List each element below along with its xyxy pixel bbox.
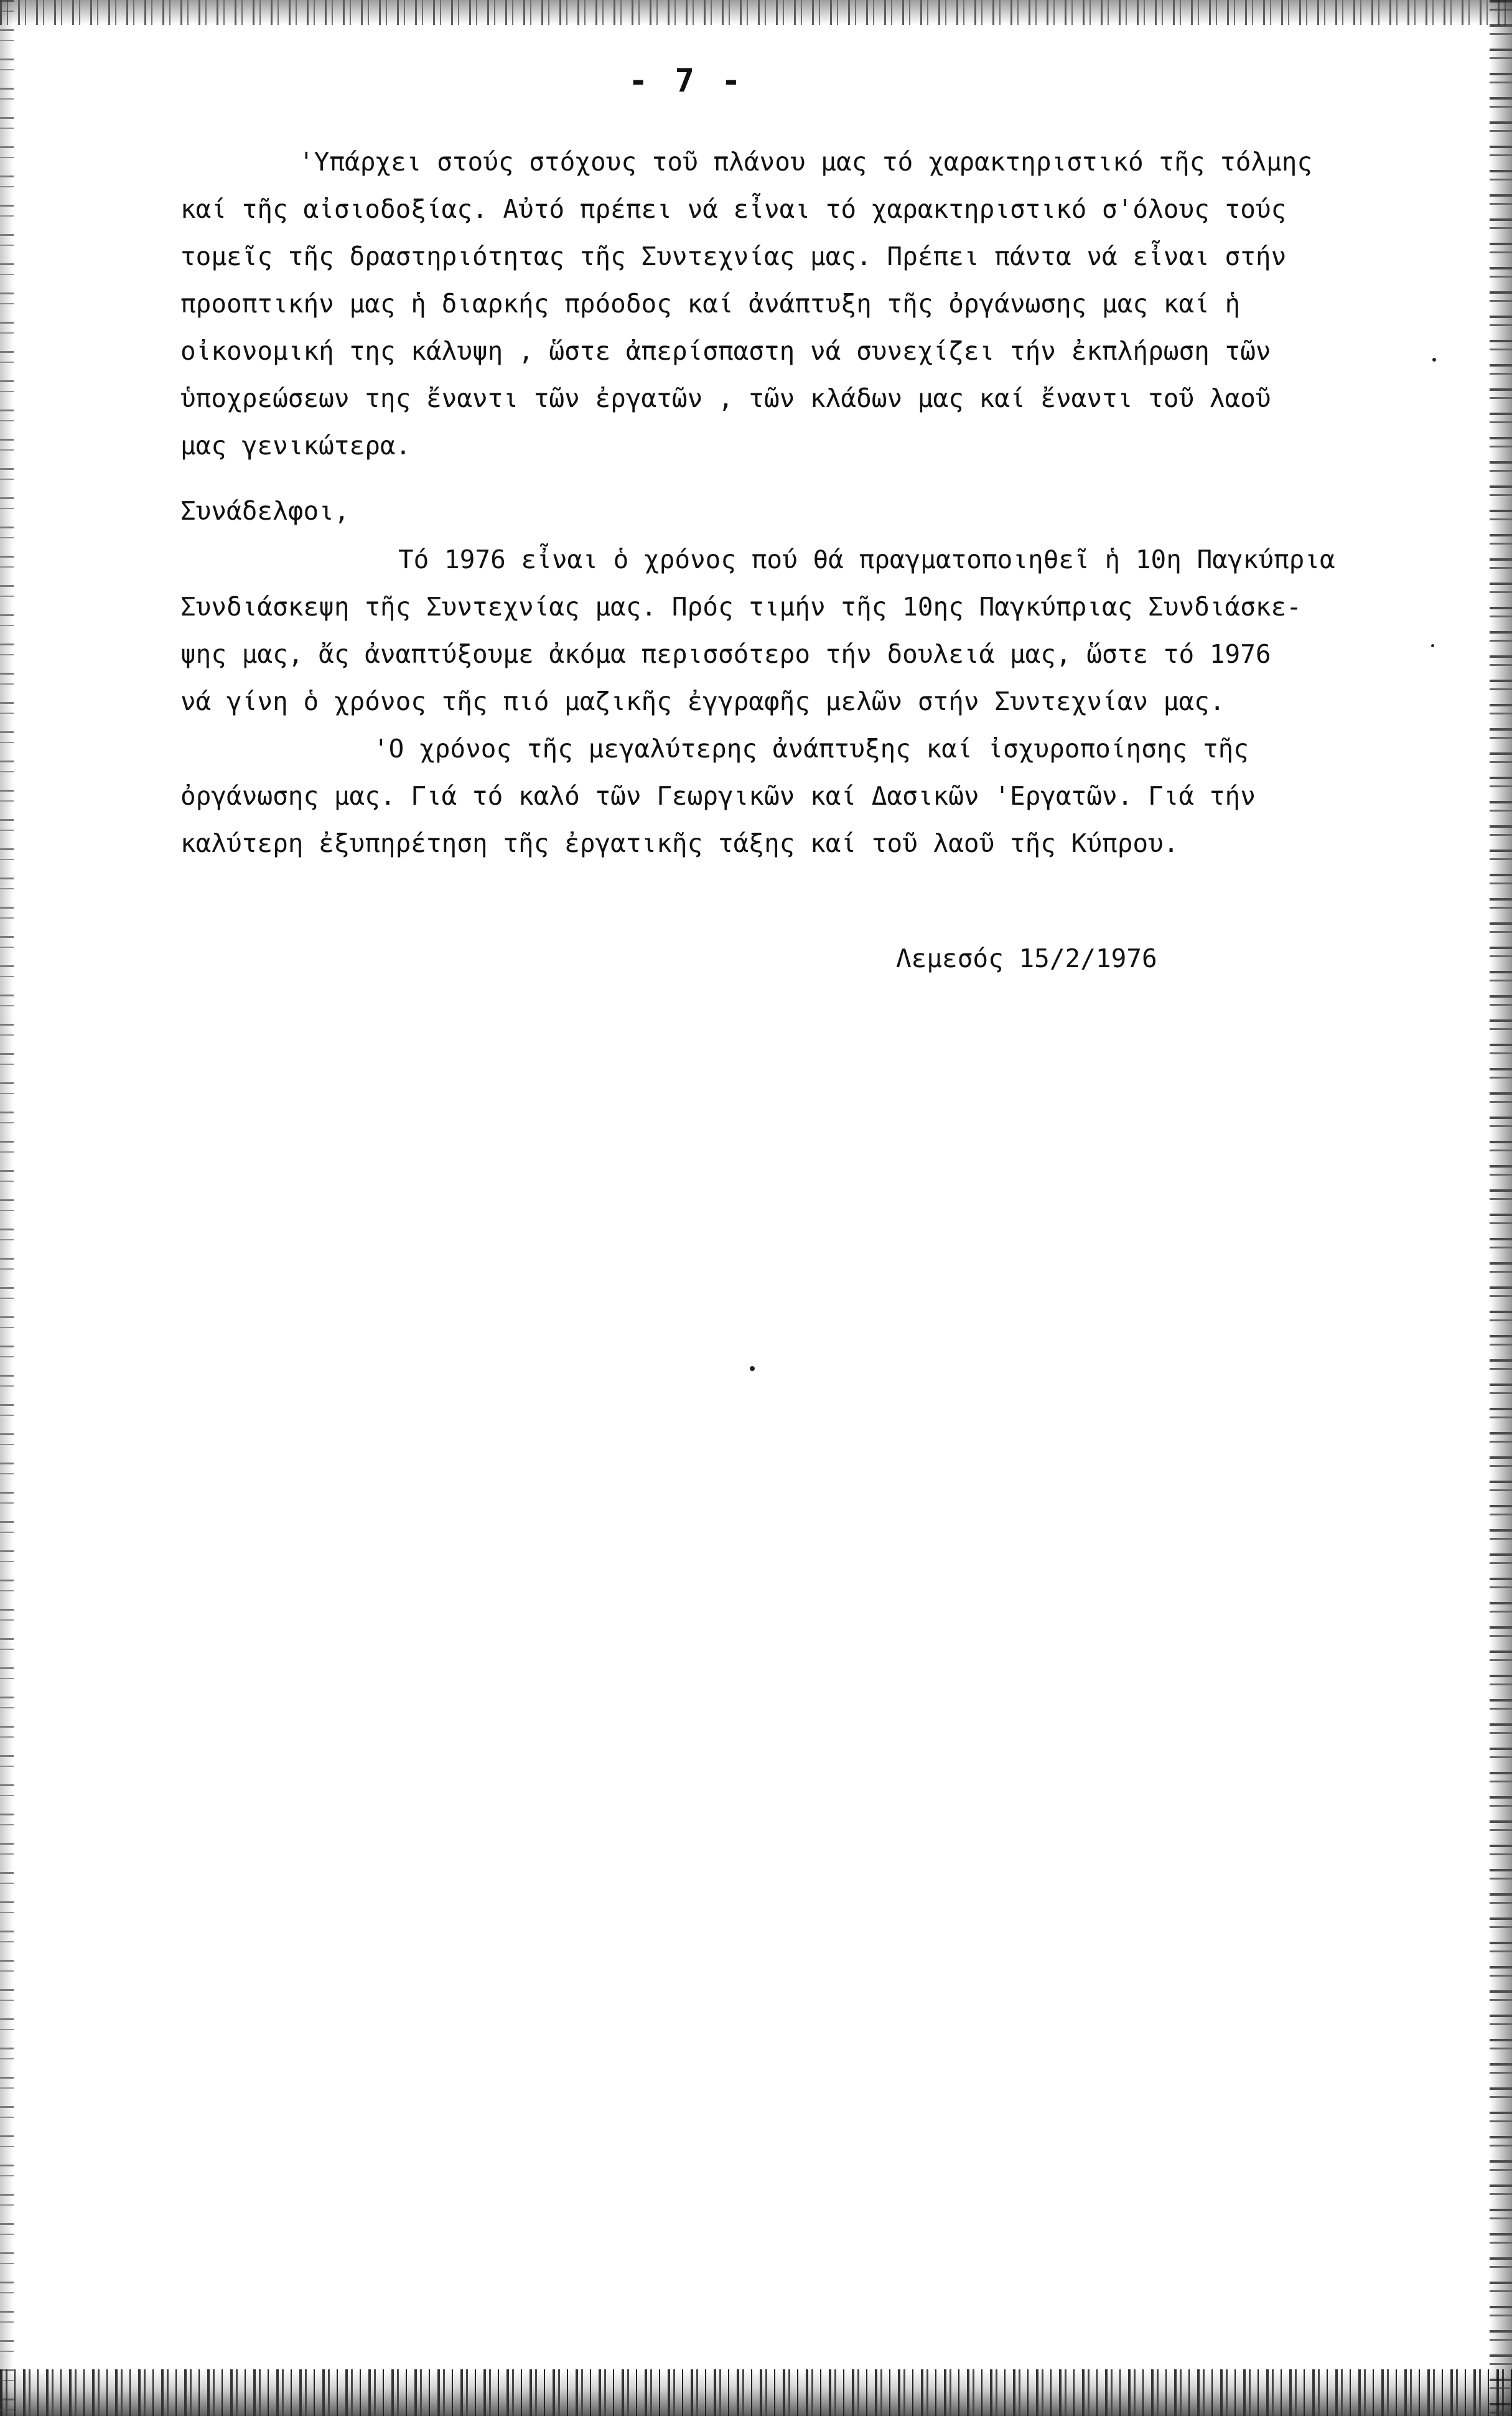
salutation: Συνάδελφοι, xyxy=(180,496,350,526)
text-line: τομεῖς τῆς δραστηριότητας τῆς Συντεχνίας μας. Πρέπει πάντα νά εἶναι στήν xyxy=(180,241,1287,271)
scan-speck xyxy=(1431,644,1434,647)
scan-speck xyxy=(1432,358,1436,362)
scan-border-left xyxy=(0,0,14,2416)
scan-border-bottom xyxy=(0,2369,1512,2416)
text-line: προοπτικήν μας ἡ διαρκής πρόοδος καί ἀνάπτυξη τῆς ὀργάνωσης μας καί ἡ xyxy=(180,289,1241,319)
text-line: οἰκονομική της κάλυψη , ὥστε ἀπερίσπαστη νά συνεχίζει τήν ἐκπλήρωση τῶν xyxy=(180,336,1271,366)
text-line: μας γενικώτερα. xyxy=(180,431,411,461)
text-line: Τό 1976 εἶναι ὁ χρόνος πού θά πραγματοποιηθεῖ ἡ 10η Παγκύπρια xyxy=(398,545,1335,574)
text-line: 'Ο χρόνος τῆς μεγαλύτερης ἀνάπτυξης καί ἰσχυροποίησης τῆς xyxy=(373,734,1249,764)
place-and-date: Λεμεσός 15/2/1976 xyxy=(896,943,1157,973)
scan-border-right xyxy=(1490,0,1512,2416)
paragraph-2-and-3 xyxy=(180,536,1412,867)
paragraph-1 xyxy=(180,138,1412,469)
scan-border-top xyxy=(0,0,1512,25)
salutation-block xyxy=(180,487,1412,535)
text-line: ὑποχρεώσεων της ἔναντι τῶν ἐργατῶν , τῶν κλάδων μας καί ἔναντι τοῦ λαοῦ xyxy=(180,383,1271,413)
text-line: καλύτερη ἐξυπηρέτηση τῆς ἐργατικῆς τάξης καί τοῦ λαοῦ τῆς Κύπρου. xyxy=(180,828,1179,858)
scan-speck xyxy=(750,1366,755,1371)
text-line: καί τῆς αἰσιοδοξίας. Αὐτό πρέπει νά εἶναι τό χαρακτηριστικό σ'όλους τούς xyxy=(180,194,1287,224)
text-line: νά γίνη ὁ χρόνος τῆς πιό μαζικῆς ἐγγραφῆς μελῶν στήν Συντεχνίαν μας. xyxy=(180,686,1225,716)
text-line: Συνδιάσκεψη τῆς Συντεχνίας μας. Πρός τιμήν τῆς 10ης Παγκύπριας Συνδιάσκε- xyxy=(180,592,1302,622)
text-line: 'Υπάρχει στούς στόχους τοῦ πλάνου μας τό χαρακτηριστικό τῆς τόλμης xyxy=(299,147,1313,177)
text-line: ψης μας, ἄς ἀναπτύξουμε ἀκόμα περισσότερο τήν δουλειά μας, ὥστε τό 1976 xyxy=(180,639,1271,669)
text-line: ὀργάνωσης μας. Γιά τό καλό τῶν Γεωργικῶν καί Δασικῶν 'Εργατῶν. Γιά τήν xyxy=(180,781,1256,811)
page-number: - 7 - xyxy=(628,62,745,100)
